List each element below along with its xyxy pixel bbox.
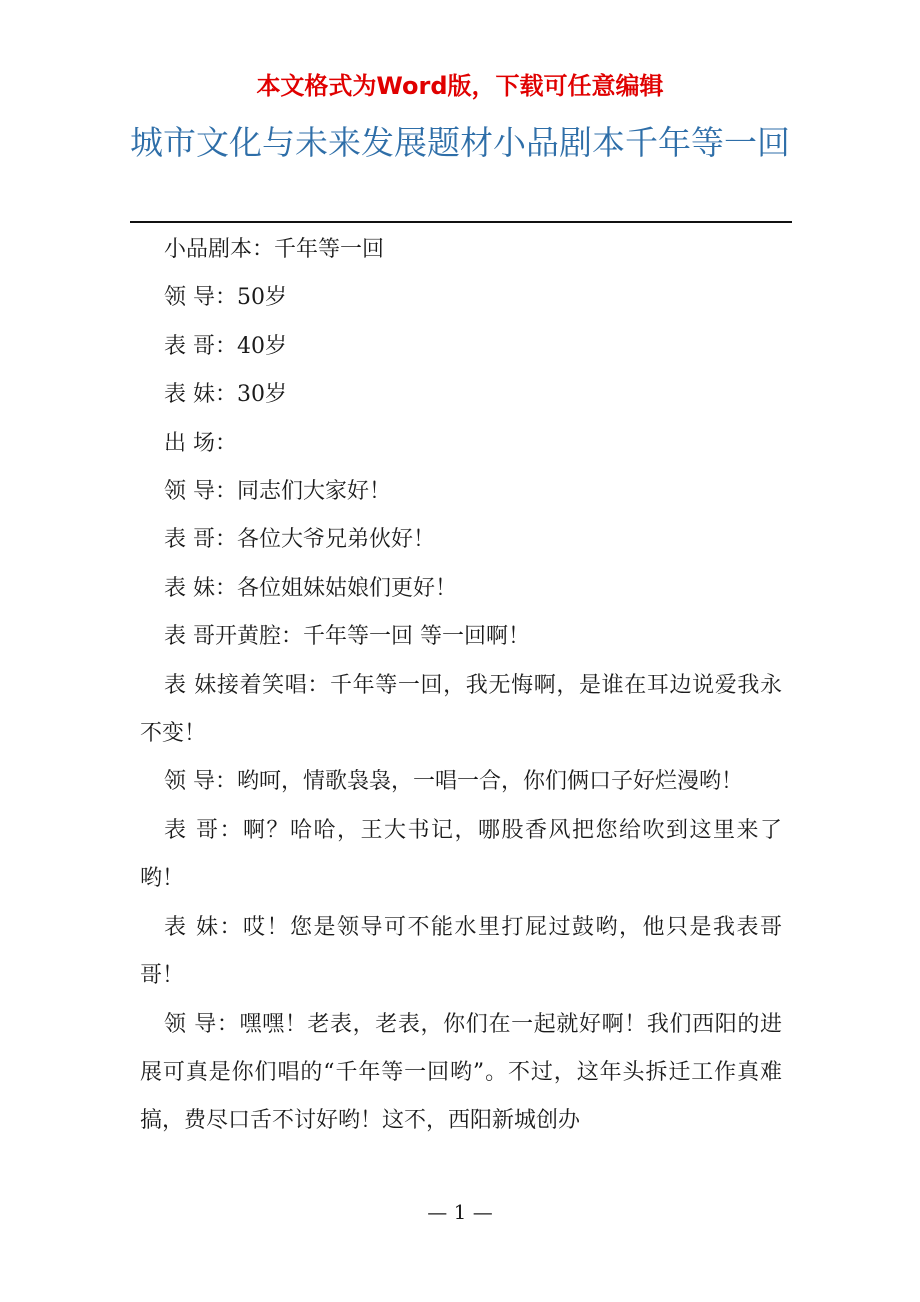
character-leader: 领 导：50岁 xyxy=(164,285,287,311)
stage-entrance: 出 场： xyxy=(164,430,237,456)
document-body xyxy=(140,226,782,1146)
format-notice-banner: 本文格式为Word版，下载可任意编辑 xyxy=(256,72,664,100)
dialogue-line: 表 哥开黄腔：千年等一回 等一回啊！ xyxy=(164,624,530,650)
script-heading: 小品剧本：千年等一回 xyxy=(164,237,385,262)
dialogue-line: 领 导：同志们大家好！ xyxy=(164,479,391,505)
dialogue-line: 表 妹接着笑唱：千年等一回，我无悔啊，是谁在耳边说爱我永不变！ xyxy=(140,672,782,747)
dialogue-line: 表 妹：各位姐妹姑娘们更好！ xyxy=(164,575,457,601)
document-title: 城市文化与未来发展题材小品剧本千年等一回 xyxy=(130,123,790,162)
character-cousin-brother: 表 哥：40岁 xyxy=(164,333,287,359)
dialogue-line: 表 妹：哎！您是领导可不能水里打屁过鼓哟，他只是我表哥哥！ xyxy=(140,914,782,989)
character-cousin-sister: 表 妹：30岁 xyxy=(164,382,287,408)
dialogue-line: 领 导：哟呵，情歌袅袅，一唱一合，你们俩口子好烂漫哟！ xyxy=(164,769,743,795)
dialogue-line: 表 哥：各位大爷兄弟伙好！ xyxy=(164,527,435,553)
dialogue-line: 表 哥：啊？哈哈，王大书记，哪股香风把您给吹到这里来了哟！ xyxy=(140,817,782,892)
dialogue-line: 领 导：嘿嘿！老表，老表，你们在一起就好啊！我们西阳的进展可真是你们唱的“千年等一回哟”。不过，这年头拆迁工作真难搞，费尽口舌不讨好哟！这不，西阳新城创办 xyxy=(140,1011,782,1134)
page-number: — 1 — xyxy=(427,1200,493,1224)
title-divider xyxy=(130,221,792,223)
